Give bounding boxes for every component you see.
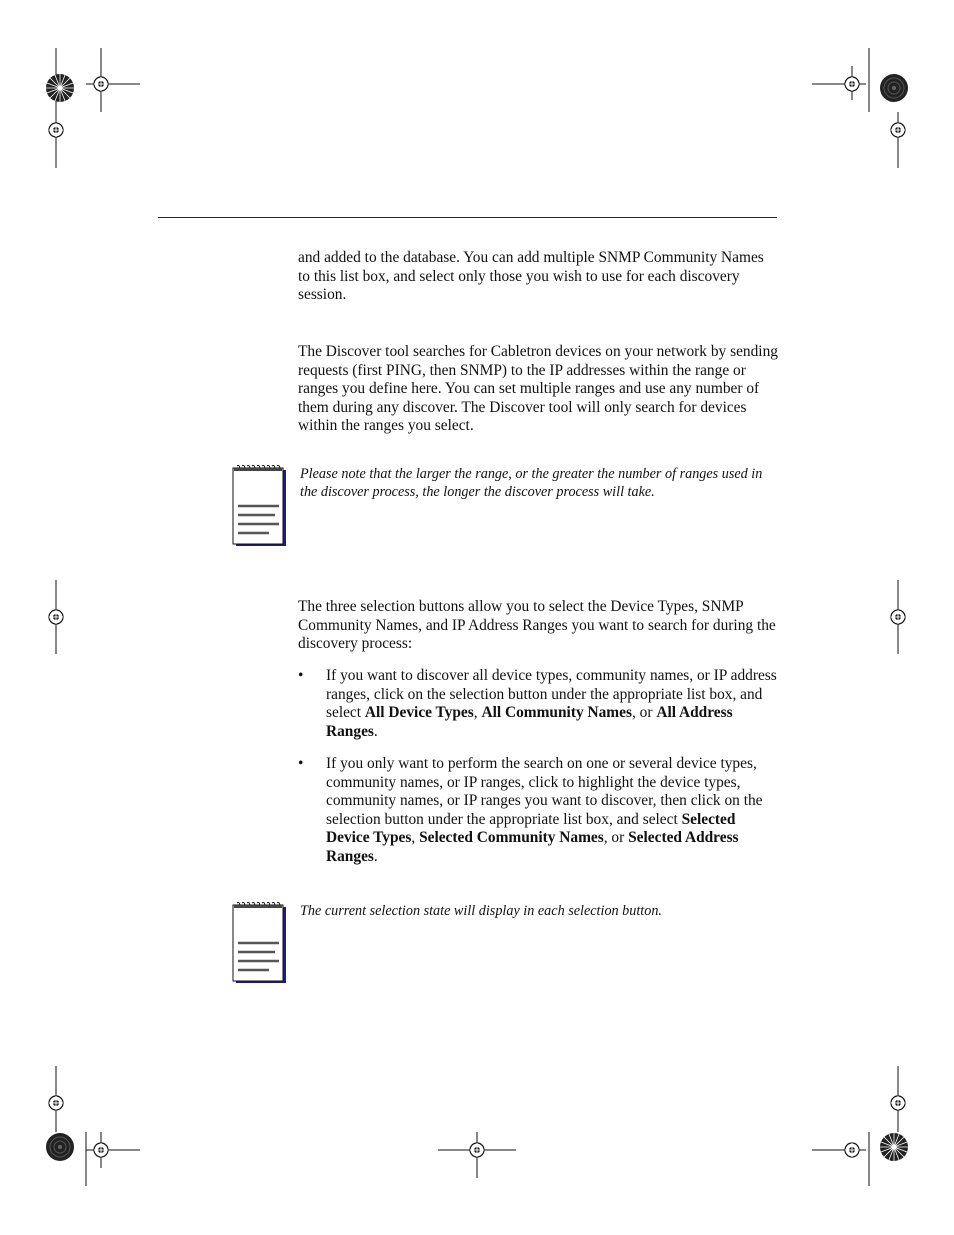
bullet-text-lead: If you only want to perform the search on one or several device types, community names, or IP ranges, click to highlight the device types, community names, or IP ranges you want to discover, then click on the selection button under the appropriate list box, and select [326,755,763,828]
paragraph-snmp-community: and added to the database. You can add multiple SNMP Community Names to this list box, and select only those you wish to use for each discovery session. [298,249,764,304]
paragraph-discover-ranges: The Discover tool searches for Cabletron devices on your network by sending requests (first PING, then SNMP) to the IP addresses within the range or ranges you define here. You can set multiple ranges and use any number of them during any discover. The Discover tool will only search for devices within the ranges you select. [298,343,778,435]
option-selected-community-names: Selected Community Names [419,829,604,847]
bullet-marker: • [298,755,304,772]
separator: . [373,847,378,865]
note-range-size: Please note that the larger the range, or the greater the number of ranges used in the discover process, the longer the discover process will take. [300,466,763,500]
option-all-address-ranges: All Address Ranges [326,704,733,740]
option-selected-address-ranges: Selected Address Ranges [326,829,739,865]
option-selected-device-types: Selected Device Types [326,810,736,847]
separator: , [411,829,420,847]
separator: . [373,722,378,740]
bullet-text-lead: If you want to discover all device types, community names, or IP address ranges, click on the selection button under the appropriate list box, and select [326,667,777,722]
paragraph-selection-buttons: The three selection buttons allow you to select the Device Types, SNMP Community Names, and IP Address Ranges you want to search for during the discovery process: [298,598,776,653]
note-selection-state: The current selection state will display in each selection button. [300,903,662,919]
separator: , or [603,829,629,847]
separator: , [473,704,482,722]
option-all-community-names: All Community Names [481,704,632,722]
separator: , or [631,704,657,722]
option-all-device-types: All Device Types [364,704,474,722]
bullet-marker: • [298,667,304,684]
